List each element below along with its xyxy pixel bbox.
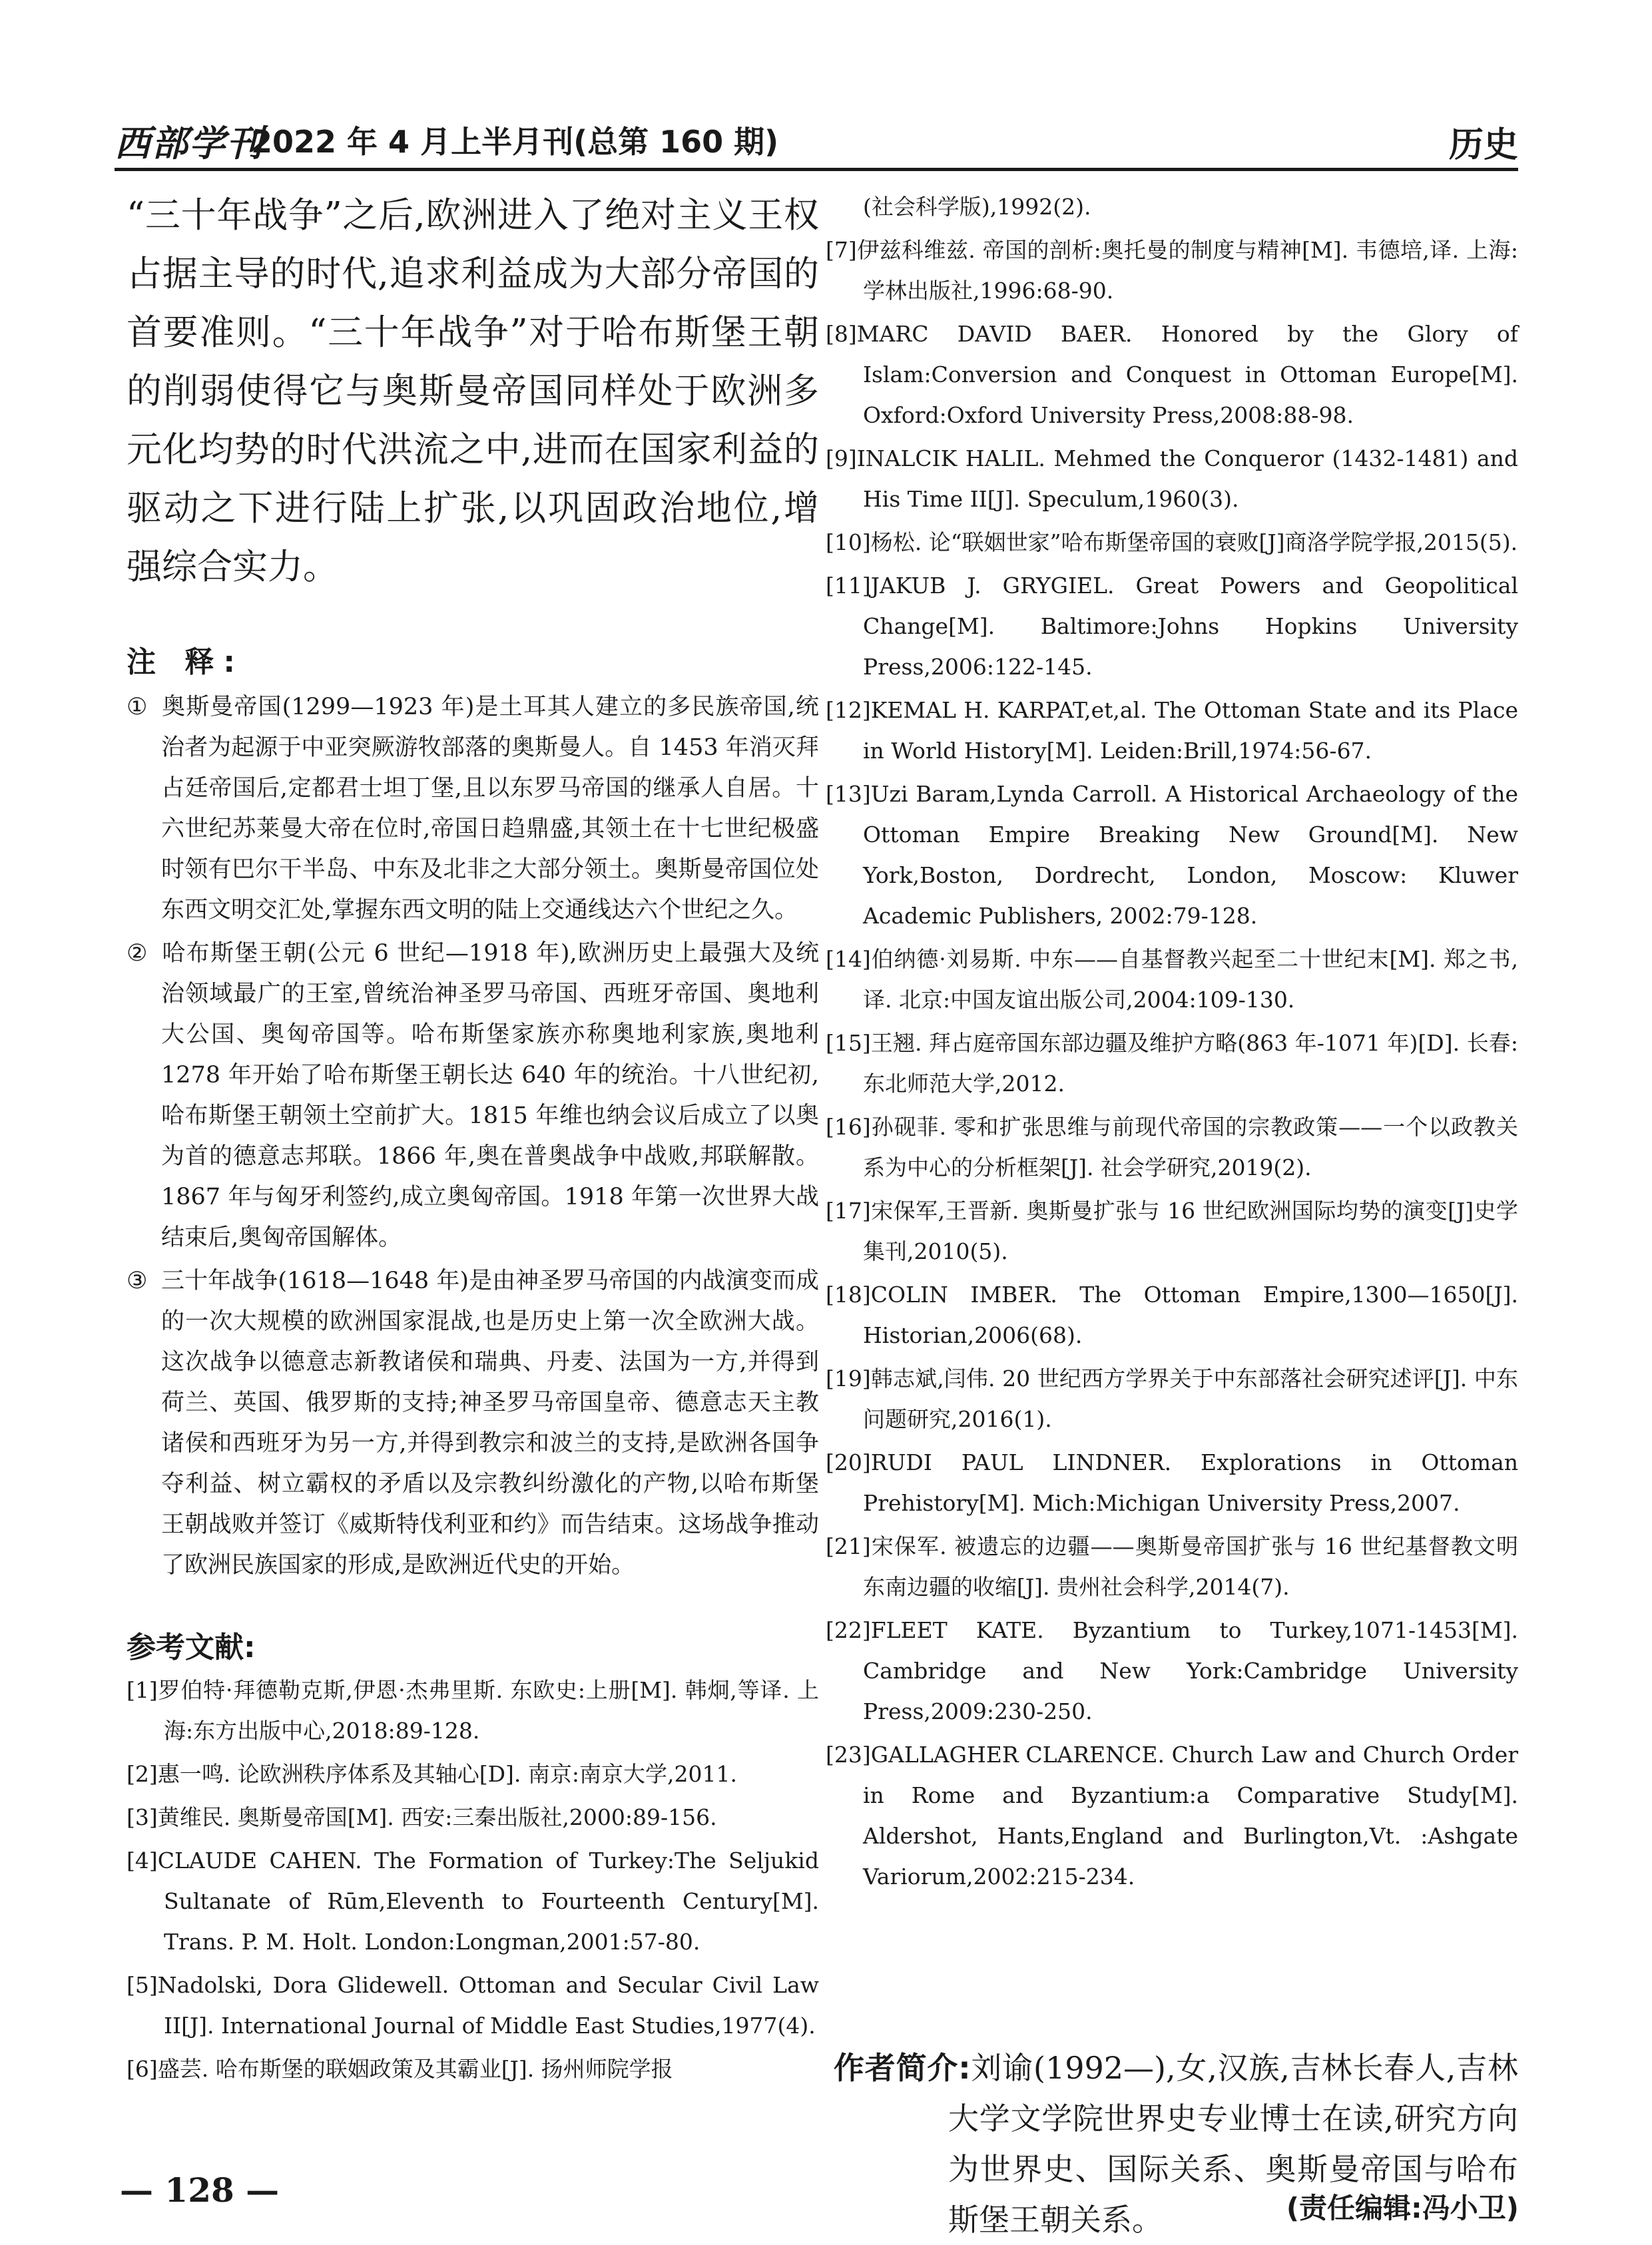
note-mark: ② bbox=[127, 940, 148, 967]
reference-item: [5]Nadolski, Dora Glidewell. Ottoman and Secular Civil Law II[J]. International Journal of Middle East Studies,1977(4). bbox=[127, 1972, 819, 2039]
note-text: 奥斯曼帝国(1299—1923 年)是土耳其人建立的多民族帝国,统治者为起源于中亚突厥游牧部落的奥斯曼人。自 1453 年消灭拜占廷帝国后,定都君士坦丁堡,且以东罗马帝国的继承人自居。十六世纪苏莱曼大帝在位时,帝国日趋鼎盛,其领土在十七世纪极盛时领有巴尔干半岛、中东及北非之大部分领土。奥斯曼帝国位处东西文明交汇处,掌握东西文明的陆上交通线达六个世纪之久。 bbox=[161, 694, 819, 923]
reference-item: [8]MARC DAVID BAER. Honored by the Glory of Islam:Conversion and Conquest in Ottoman Europe[M]. Oxford:Oxford University Press,2008:88-98. bbox=[826, 321, 1518, 428]
note-text: 三十年战争(1618—1648 年)是由神圣罗马帝国的内战演变而成的一次大规模的欧洲国家混战,也是历史上第一次全欧洲大战。这次战争以德意志新教诸侯和瑞典、丹麦、法国为一方,并得到荷兰、英国、俄罗斯的支持;神圣罗马帝国皇帝、德意志天主教诸侯和西班牙为另一方,并得到教宗和波兰的支持,是欧洲各国争夺利益、树立霸权的矛盾以及宗教纠纷激化的产物,以哈布斯堡王朝战败并签订《威斯特伐利亚和约》而告结束。这场战争推动了欧洲民族国家的形成,是欧洲近代史的开始。 bbox=[161, 1268, 819, 1579]
reference-item: [6]盛芸. 哈布斯堡的联姻政策及其霸业[J]. 扬州师院学报 bbox=[127, 2056, 673, 2082]
note-item bbox=[127, 687, 819, 931]
reference-item: [12]KEMAL H. KARPAT,et,al. The Ottoman State and its Place in World History[M]. Leiden:Brill,1974:56-67. bbox=[826, 697, 1518, 764]
reference-item: [15]王翘. 拜占庭帝国东部边疆及维护方略(863 年-1071 年)[D]. 长春:东北师范大学,2012. bbox=[826, 1030, 1518, 1097]
reference-item: [17]宋保军,王晋新. 奥斯曼扩张与 16 世纪欧洲国际均势的演变[J]史学集刊,2010(5). bbox=[826, 1198, 1518, 1264]
reference-item: [21]宋保军. 被遗忘的边疆——奥斯曼帝国扩张与 16 世纪基督教文明东南边疆的收缩[J]. 贵州社会科学,2014(7). bbox=[826, 1533, 1518, 1600]
reference-item: [20]RUDI PAUL LINDNER. Explorations in Ottoman Prehistory[M]. Mich:Michigan University Press,2007. bbox=[826, 1449, 1518, 1516]
issue-info: 2022 年 4 月上半月刊(总第 160 期) bbox=[251, 124, 779, 160]
right-column bbox=[826, 186, 1518, 1899]
author-text: 刘谕(1992—),女,汉族,吉林长春人,吉林大学文学院世界史专业博士在读,研究方向为世界史、国际关系、奥斯曼帝国与哈布斯堡王朝关系。 bbox=[948, 2050, 1518, 2238]
references-list-left bbox=[127, 1670, 819, 2089]
reference-item: [23]GALLAGHER CLARENCE. Church Law and Church Order in Rome and Byzantium:a Comparative Study[M]. Aldershot, Hants,England and Burlington,Vt. :Ashgate Variorum,2002:215-234. bbox=[826, 1742, 1518, 1889]
page-number: — 128 — bbox=[120, 2170, 280, 2210]
reference-item: [19]韩志斌,闫伟. 20 世纪西方学界关于中东部落社会研究述评[J]. 中东问题研究,2016(1). bbox=[826, 1366, 1518, 1432]
reference-item: [7]伊兹科维兹. 帝国的剖析:奥托曼的制度与精神[M]. 韦德培,译. 上海:学林出版社,1996:68-90. bbox=[826, 237, 1518, 304]
reference-item: [3]黄维民. 奥斯曼帝国[M]. 西安:三秦出版社,2000:89-156. bbox=[127, 1804, 717, 1830]
reference-item: [11]JAKUB J. GRYGIEL. Great Powers and Geopolitical Change[M]. Baltimore:Johns Hopkins University Press,2006:122-145. bbox=[826, 573, 1518, 680]
body-paragraph: “三十年战争”之后,欧洲进入了绝对主义王权占据主导的时代,追求利益成为大部分帝国的首要准则。“三十年战争”对于哈布斯堡王朝的削弱使得它与奥斯曼帝国同样处于欧洲多元化均势的时代洪流之中,进而在国家利益的驱动之下进行陆上扩张,以巩固政治地位,增强综合实力。 bbox=[127, 195, 819, 587]
reference-item: [16]孙砚菲. 零和扩张思维与前现代帝国的宗教政策——一个以政教关系为中心的分析框架[J]. 社会学研究,2019(2). bbox=[826, 1114, 1518, 1180]
reference-item: [10]杨松. 论“联姻世家”哈布斯堡帝国的衰败[J]商洛学院学报,2015(5). bbox=[826, 529, 1518, 555]
references-list-right bbox=[826, 186, 1518, 1897]
reference-continuation: (社会科学版),1992(2). bbox=[863, 194, 1091, 220]
note-item bbox=[127, 1261, 819, 1586]
reference-item: [1]罗伯特·拜德勒克斯,伊恩·杰弗里斯. 东欧史:上册[M]. 韩炯,等译. 上海:东方出版中心,2018:89-128. bbox=[127, 1677, 819, 1744]
editor-credit: (责任编辑:冯小卫) bbox=[1286, 2192, 1519, 2224]
note-mark: ③ bbox=[127, 1268, 148, 1294]
reference-item: [9]INALCIK HALIL. Mehmed the Conqueror (1432-1481) and His Time II[J]. Speculum,1960(3). bbox=[826, 445, 1518, 512]
body-text bbox=[127, 186, 819, 597]
reference-item: [22]FLEET KATE. Byzantium to Turkey,1071-1453[M]. Cambridge and New York:Cambridge University Press,2009:230-250. bbox=[826, 1617, 1518, 1724]
reference-item: [14]伯纳德·刘易斯. 中东——自基督教兴起至二十世纪末[M]. 郑之书,译. 北京:中国友谊出版公司,2004:109-130. bbox=[826, 946, 1518, 1013]
note-item bbox=[127, 933, 819, 1258]
note-mark: ① bbox=[127, 694, 148, 720]
note-text: 哈布斯堡王朝(公元 6 世纪—1918 年),欧洲历史上最强大及统治领域最广的王室,曾统治神圣罗马帝国、西班牙帝国、奥地利大公国、奥匈帝国等。哈布斯堡家族亦称奥地利家族,奥地利 1278 年开始了哈布斯堡王朝长达 640 年的统治。十八世纪初,哈布斯堡王朝领土空前扩大。1815 年维也纳会议后成立了以奥为首的德意志邦联。1866 年,奥在普奥战争中战败,邦联解散。1867 年与匈牙利签约,成立奥匈帝国。1918 年第一次世界大战结束后,奥匈帝国解体。 bbox=[161, 940, 819, 1251]
page-header bbox=[115, 110, 1518, 170]
author-label: 作者简介: bbox=[834, 2050, 971, 2086]
references-heading: 参考文献: bbox=[127, 1630, 256, 1664]
reference-item: [13]Uzi Baram,Lynda Carroll. A Historical Archaeology of the Ottoman Empire Breaking New Ground[M]. New York,Boston, Dordrecht, London, Moscow: Kluwer Academic Publishers, 2002:79-128. bbox=[826, 781, 1518, 929]
reference-item: [2]惠一鸣. 论欧洲秩序体系及其轴心[D]. 南京:南京大学,2011. bbox=[127, 1761, 737, 1787]
left-column bbox=[127, 186, 819, 2092]
reference-item: [18]COLIN IMBER. The Ottoman Empire,1300—1650[J]. Historian,2006(68). bbox=[826, 1282, 1518, 1348]
reference-item: [4]CLAUDE CAHEN. The Formation of Turkey:The Seljukid Sultanate of Rūm,Eleventh to Fourteenth Century[M]. Trans. P. M. Holt. London:Longman,2001:57-80. bbox=[127, 1848, 819, 1955]
journal-logo: 西部学刊 bbox=[115, 122, 264, 164]
notes-list bbox=[127, 687, 819, 1586]
section-name: 历史 bbox=[1448, 125, 1518, 165]
notes-heading: 注 释: bbox=[127, 645, 244, 679]
header-rule bbox=[115, 168, 1518, 171]
